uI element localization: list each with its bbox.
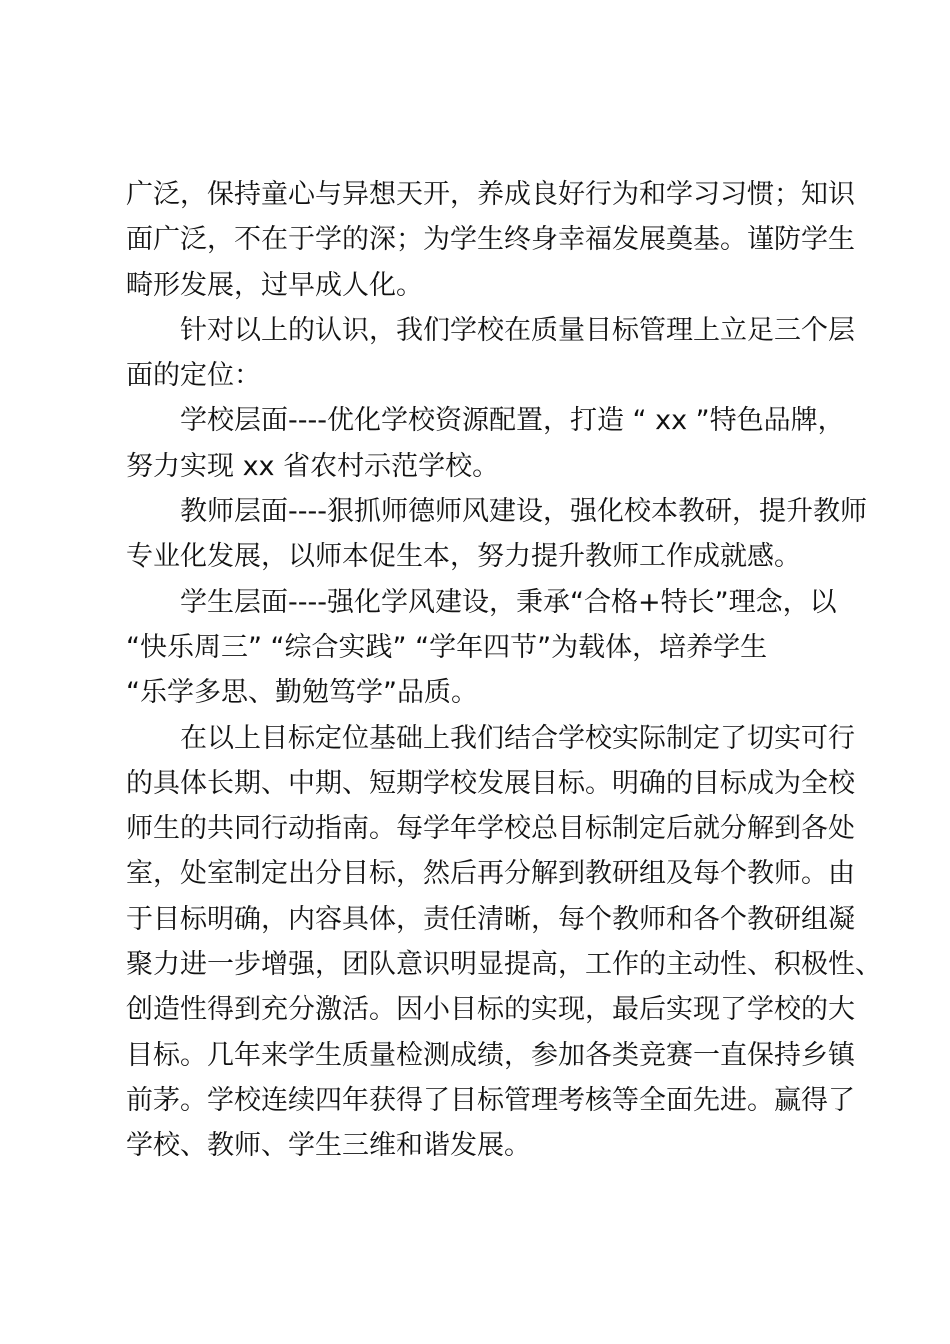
text-line: 专业化发展，以师本促生本，努力提升教师工作成就感。 [126, 541, 801, 573]
text-line: 聚力进一步增强，团队意识明显提高，工作的主动性、积极性、 [126, 949, 882, 981]
text-line: 室，处室制定出分目标，然后再分解到教研组及每个教师。由 [126, 858, 855, 890]
text-line: 面的定位： [126, 360, 261, 392]
text-line: 畸形发展，过早成人化。 [126, 269, 423, 301]
document-body [126, 172, 882, 1169]
text-line: 广泛，保持童心与异想天开，养成良好行为和学习习惯；知识 [126, 179, 855, 210]
text-line: 于目标明确，内容具体，责任清晰，每个教师和各个教研组凝 [126, 903, 855, 935]
text-line: 学校层面----优化学校资源配置，打造 “ xx ”特色品牌， [180, 405, 845, 437]
text-line: “乐学多思、勤勉笃学”品质。 [126, 677, 478, 709]
text-line: “快乐周三” “综合实践” “学年四节”为载体，培养学生 [126, 631, 768, 663]
text-line: 在以上目标定位基础上我们结合学校实际制定了切实可行 [180, 722, 855, 754]
text-line: 学生层面----强化学风建设，秉承“合格+特长”理念，以 [180, 586, 837, 618]
text-line: 教师层面----狠抓师德师风建设，强化校本教研，提升教师 [180, 496, 867, 528]
text-line: 师生的共同行动指南。每学年学校总目标制定后就分解到各处 [126, 813, 855, 845]
text-line: 针对以上的认识，我们学校在质量目标管理上立足三个层 [180, 314, 855, 346]
text-line: 创造性得到充分激活。因小目标的实现，最后实现了学校的大 [126, 994, 855, 1026]
text-line: 前茅。学校连续四年获得了目标管理考核等全面先进。赢得了 [126, 1084, 855, 1116]
text-line: 学校、教师、学生三维和谐发展。 [126, 1130, 531, 1162]
text-line: 的具体长期、中期、短期学校发展目标。明确的目标成为全校 [126, 767, 855, 799]
text-line: 目标。几年来学生质量检测成绩，参加各类竞赛一直保持乡镇 [126, 1039, 855, 1071]
text-line: 努力实现 xx 省农村示范学校。 [126, 450, 500, 482]
text-line: 面广泛，不在于学的深；为学生终身幸福发展奠基。谨防学生 [126, 224, 855, 256]
